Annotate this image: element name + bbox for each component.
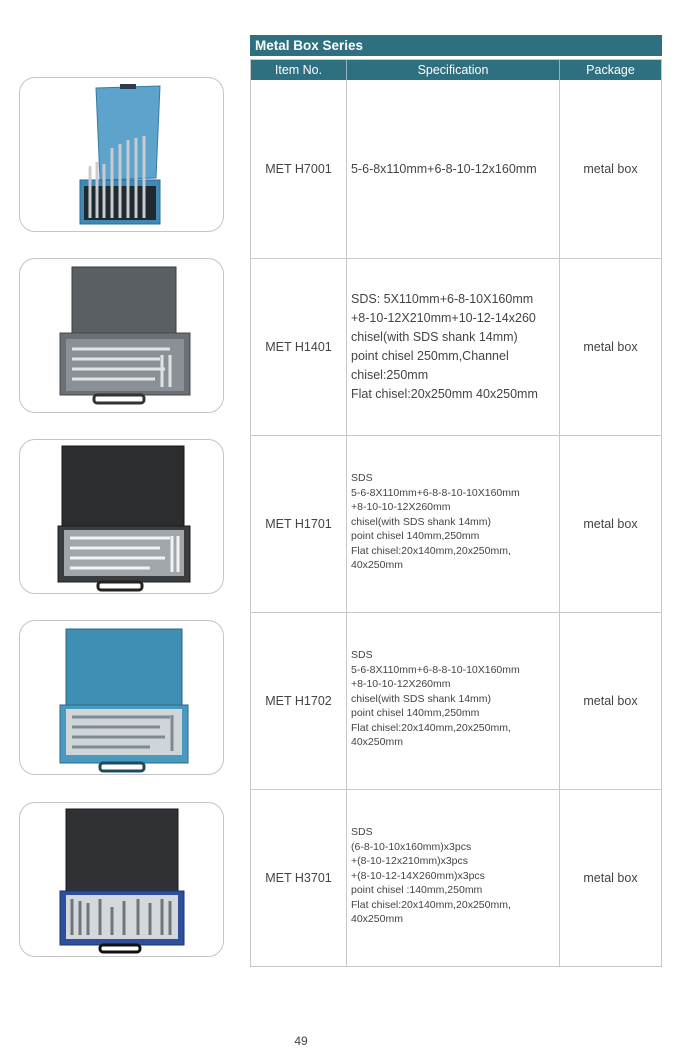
section-title: Metal Box Series: [250, 35, 662, 56]
package: metal box: [583, 517, 638, 531]
header-package: Package: [586, 63, 635, 77]
specification: SDS (6-8-10-10x160mm)x3pcs +(8-10-12x210mm)x3pcs +(8-10-12-14X260mm)x3pcs point chisel :140mm,250mm Flat chisel:20x140mm,20x250mm, 40x250mm: [351, 825, 511, 926]
product-photo-h7001: [19, 77, 224, 232]
package: metal box: [583, 694, 638, 708]
gray-case-image: [20, 259, 224, 413]
table-row: [251, 789, 661, 966]
header-item-no: Item No.: [251, 60, 347, 80]
dark-case-image: [20, 440, 224, 594]
product-table: [250, 59, 662, 967]
blue-case-image: [20, 621, 224, 775]
specification: 5-6-8x110mm+6-8-10-12x160mm: [351, 161, 537, 176]
table-header: [251, 60, 661, 80]
package: metal box: [583, 340, 638, 354]
product-photo-h1701: [19, 439, 224, 594]
blue-tin-bits-image: [20, 78, 224, 232]
item-no: MET H1702: [251, 613, 347, 789]
specification: SDS 5-6-8X110mm+6-8-8-10-10X160mm +8-10-10-12X260mm chisel(with SDS shank 14mm) point chisel 140mm,250mm Flat chisel:20x140mm,20x250mm, 40x250mm: [351, 471, 520, 572]
item-no: MET H3701: [251, 790, 347, 966]
specification: SDS: 5X110mm+6-8-10X160mm +8-10-12X210mm+10-12-14x260 chisel(with SDS shank 14mm) point chisel 250mm,Channel chisel:250mm Flat chisel:20x250mm 40x250mm: [351, 292, 538, 401]
item-no: MET H1401: [251, 259, 347, 435]
item-no: MET H7001: [251, 80, 347, 258]
dark-blue-case-image: [20, 803, 224, 957]
header-specification: Specification: [347, 60, 560, 80]
product-photo-h1702: [19, 620, 224, 775]
table-row: [251, 258, 661, 435]
item-no: MET H1701: [251, 436, 347, 612]
product-photo-h1401: [19, 258, 224, 413]
specification: SDS 5-6-8X110mm+6-8-8-10-10X160mm +8-10-10-12X260mm chisel(with SDS shank 14mm) point chisel 140mm,250mm Flat chisel:20x140mm,20x250mm, 40x250mm: [351, 648, 520, 749]
table-row: [251, 80, 661, 258]
package: metal box: [583, 871, 638, 885]
table-row: [251, 612, 661, 789]
table-row: [251, 435, 661, 612]
package: metal box: [583, 162, 638, 176]
product-photo-h3701: [19, 802, 224, 957]
page-number: 49: [294, 1034, 308, 1048]
